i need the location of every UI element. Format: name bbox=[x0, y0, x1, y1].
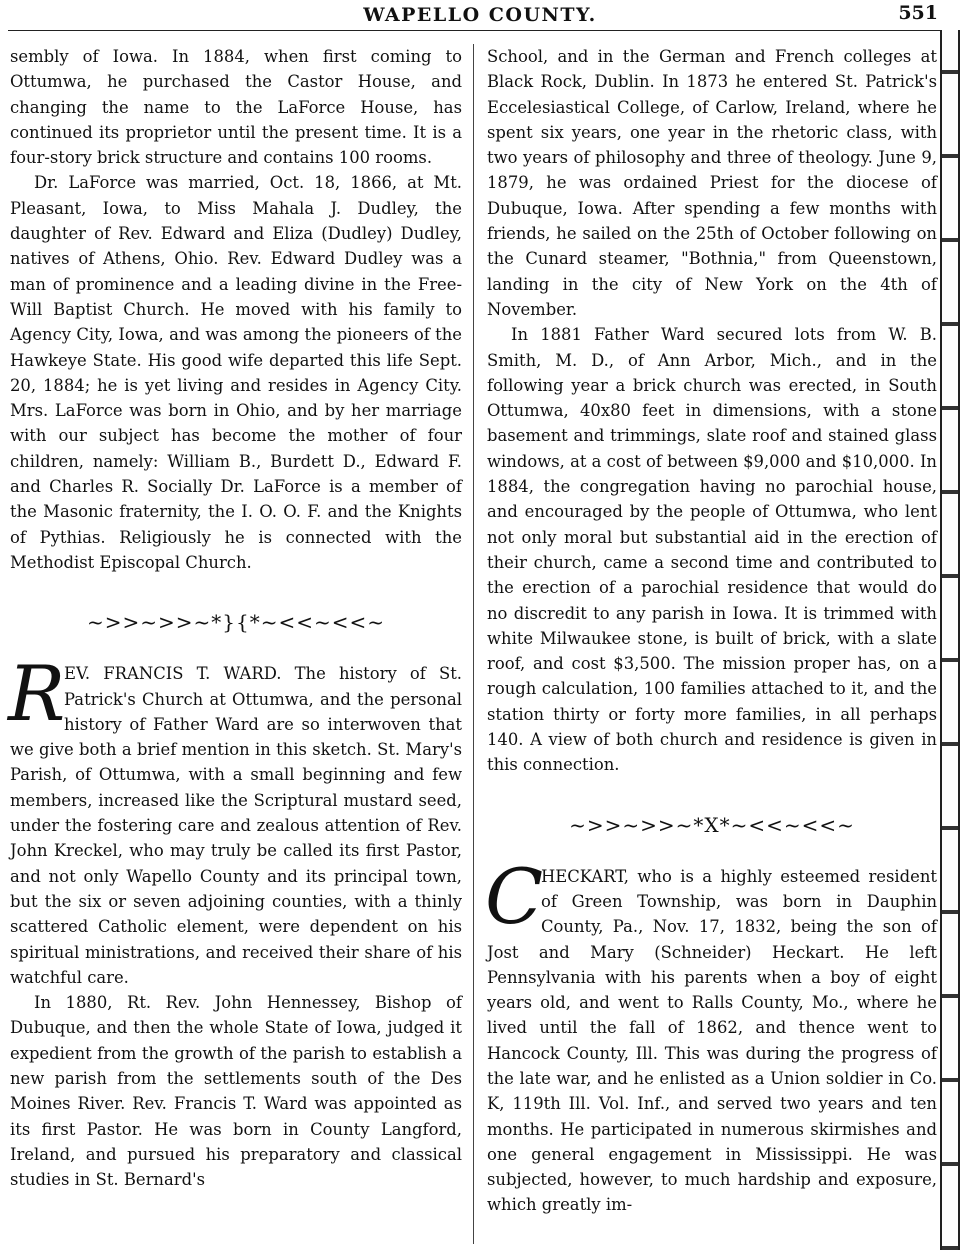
heckart-text: HECKART, who is a highly esteemed resident of Green Township, was born in Dauphin County, Pa., Nov. 17, 1832, being the son of Jost and Mary (Schneider) Heckart. He left Pennsylvania with his parents when a boy of eight years old, and went to Ralls County, Mo., where he lived until the fall of 1862, and thence went to Hancock County, Ill. This was during the progress of the late war, and he enlisted as a Union soldier in Co. K, 119th Ill. Vol. Inf., and served two years and ten months. He participated in numerous skirmishes and one general engagement in Mississippi. He was subjected, however, to much hardship and exposure, which greatly im- bbox=[487, 866, 937, 1215]
section-divider-ornament: ~>>~>>~*X*~<<~<<~ bbox=[569, 812, 855, 837]
ward-education-paragraph: School, and in the German and French colleges at Black Rock, Dublin. In 1873 he entered St. Patrick's Eccelesiastical College, of Carlow, Ireland, where he spent six years, one year in the rhetoric class, with two years of philosophy and three of theology. June 9, 1879, he was ordained Priest for the diocese of Dubuque, Iowa. After spending a few months with friends, he sailed on the 25th of October following on the Cunard steamer, "Bothnia," from Queenstown, landing in the city of New York on the 4th of November. bbox=[487, 47, 937, 319]
running-head: WAPELLO COUNTY. bbox=[363, 4, 597, 26]
heckart-paragraph bbox=[485, 851, 937, 1218]
right-column bbox=[487, 44, 937, 1218]
laforce-paragraph-continued: sembly of Iowa. In 1884, when first coming to Ottumwa, he purchased the Castor House, and changing the name to the LaForce House, has continued its proprietor until the present time. It is a four-story brick structure and contains 100 rooms. bbox=[10, 47, 462, 168]
page-edge-border bbox=[940, 30, 960, 1250]
drop-cap-letter: C bbox=[485, 851, 544, 941]
ward-intro-text: EV. FRANCIS T. WARD. The history of St. Patrick's Church at Ottumwa, and the personal history of Father Ward are so interwoven that we give both a brief mention in this sketch. St. Mary's Parish, of Ottumwa, with a small beginning and few members, increased like the Scriptural mustard seed, under the fostering care and zealous attention of Rev. John Kreckel, who may truly be called its first Pastor, and not only Wapello County and its principal town, but the six or seven adjoining counties, with a thinly scattered Catholic element, were dependent on his spiritual ministrations, and received their share of his watchful care. bbox=[10, 664, 462, 987]
laforce-marriage-paragraph: Dr. LaForce was married, Oct. 18, 1866, at Mt. Pleasant, Iowa, to Miss Mahala J. Dudley, the daughter of Rev. Edward and Eliza (Dudley) Dudley, natives of Athens, Ohio. Rev. Edward Dudley was a man of prominence and a leading divine in the Free-Will Baptist Church. He moved with his family to Agency City, Iowa, and was among the pioneers of the Hawkeye State. His good wife departed this life Sept. 20, 1884; he is yet living and resides in Agency City. Mrs. LaForce was born in Ohio, and by her marriage with our subject has become the mother of four children, namely: William B., Burdett D., Edward F. and Charles R. Socially Dr. LaForce is a member of the Masonic fraternity, the I. O. O. F. and the Knights of Pythias. Religiously he is connected with the Methodist Episcopal Church. bbox=[10, 173, 462, 572]
drop-cap-letter: R bbox=[8, 649, 66, 739]
page-header bbox=[0, 0, 960, 30]
ward-church-paragraph: In 1881 Father Ward secured lots from W. B. Smith, M. D., of Ann Arbor, Mich., and in the following year a brick church was erected, in South Ottumwa, 40x80 feet in dimensions, with a stone basement and trimmings, slate roof and stained glass windows, at a cost of between $9,000 and $10,000. In 1884, the congregation having no parochial house, and encouraged by the people of Ottumwa, who lent not only moral but substantial aid in the erection of their church, came a second time and contributed to the erection of a parochial residence that would do no discredit to any parish in Iowa. It is trimmed with white Milwaukee stone, is built of brick, with a slate roof, and cost $3,500. The mission proper has, on a rough calculation, 100 families attached to it, and the station thirty or forty more families, in all perhaps 140. A view of both church and residence is given in this connection. bbox=[487, 325, 937, 775]
ward-parish-paragraph: In 1880, Rt. Rev. John Hennessey, Bishop of Dubuque, and then the whole State of Iowa, judged it expedient from the growth of the parish to establish a new parish from the settlements south of the Des Moines River. Rev. Francis T. Ward was appointed as its first Pastor. He was born in County Langford, Ireland, and pursued his preparatory and classical studies in St. Bernard's bbox=[10, 993, 462, 1190]
page-number: 551 bbox=[898, 2, 938, 24]
column-divider bbox=[473, 44, 474, 1244]
ward-intro-paragraph bbox=[8, 649, 462, 990]
section-divider-ornament: ~>>~>>~*}{*~<<~<<~ bbox=[86, 610, 386, 635]
header-rule bbox=[8, 30, 940, 31]
left-column bbox=[10, 44, 462, 1192]
